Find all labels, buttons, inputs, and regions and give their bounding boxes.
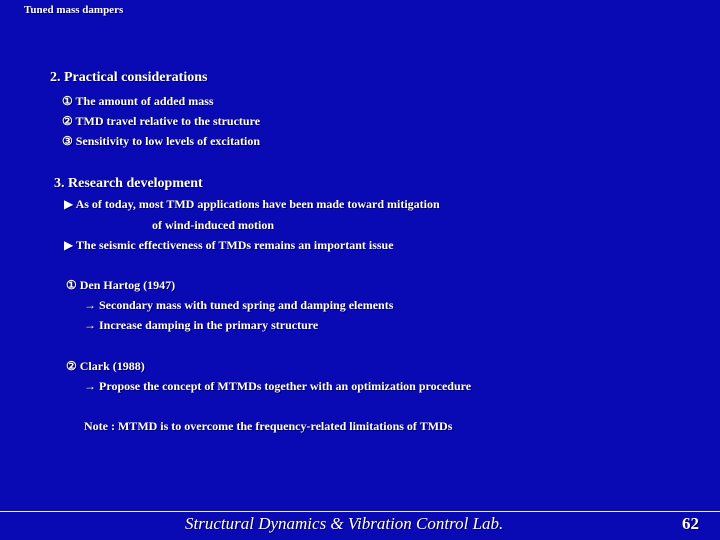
slide-header: Tuned mass dampers xyxy=(24,4,124,16)
reference-title: ① Den Hartog (1947) xyxy=(66,278,176,292)
consideration-item: ② TMD travel relative to the structure xyxy=(62,114,261,128)
footer-divider xyxy=(0,511,720,512)
reference-line: → Secondary mass with tuned spring and damping elements xyxy=(84,298,394,312)
section-research-development-title: 3. Research development xyxy=(54,176,203,191)
section-practical-considerations-title: 2. Practical considerations xyxy=(50,70,208,85)
footer-lab-name: Structural Dynamics & Vibration Control Lab. xyxy=(185,514,504,533)
note-text: Note : MTMD is to overcome the frequency-related limitations of TMDs xyxy=(84,419,453,433)
reference-title: ② Clark (1988) xyxy=(66,359,145,373)
reference-line: → Increase damping in the primary structure xyxy=(84,318,319,332)
research-bullet-continuation: of wind-induced motion xyxy=(152,218,275,232)
consideration-item: ① The amount of added mass xyxy=(62,94,214,108)
page-number: 62 xyxy=(682,514,699,533)
research-bullet: ▶ As of today, most TMD applications have been made toward mitigation xyxy=(64,197,440,211)
consideration-item: ③ Sensitivity to low levels of excitation xyxy=(62,134,261,148)
research-bullet: ▶ The seismic effectiveness of TMDs remains an important issue xyxy=(64,238,394,252)
reference-line: → Propose the concept of MTMDs together with an optimization procedure xyxy=(84,379,472,393)
